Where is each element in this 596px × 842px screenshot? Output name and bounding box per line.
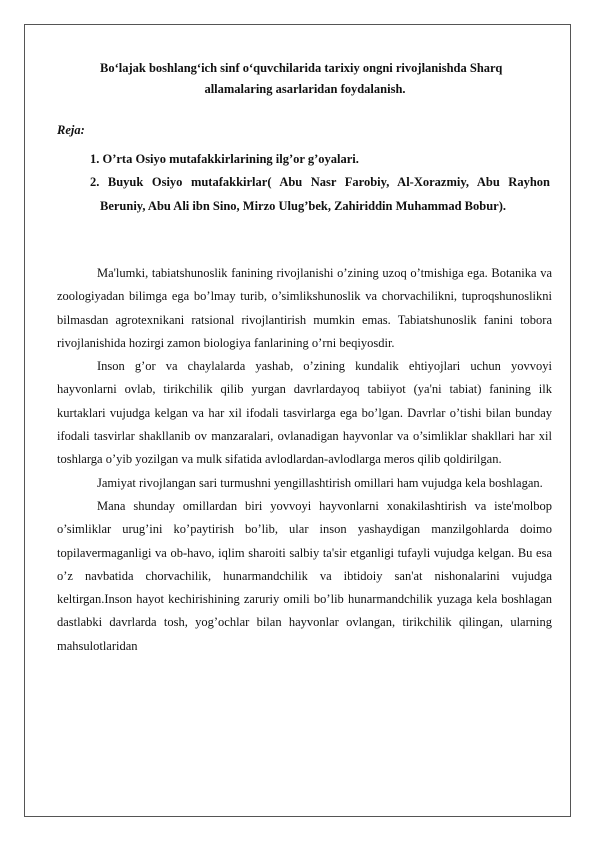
plan-item: 2. Buyuk Osiyo mutafakkirlar( Abu Nasr Farobiy, Al-Xorazmiy, Abu Rayhon Beruniy, Abu Ali ibn Sino, Mirzo Ulug’bek, Zahiriddin Muhammad Bobur). [90, 175, 550, 213]
document-body [57, 262, 552, 658]
plan-item: 1. O’rta Osiyo mutafakkirlarining ilg’or g’oyalari. [90, 152, 359, 166]
paragraph: Ma'lumki, tabiatshunoslik fanining rivojlanishi o’zining uzoq o’tmishiga ega. Botanika va zoologiyadan bilimga ega bo’lmay turib, o’simlikshunoslik va chorvachilikni, tuproqshunoslikni bilmasdan agrotexnikani ratsional rivojlantirish mumkin emas. Tabiatshunoslik fanini tobora rivojlanishida hozirgi zamon biologiya fanlarining o’rni beqiyosdir. [57, 266, 552, 350]
paragraph: Mana shunday omillardan biri yovvoyi hayvonlarni xonakilashtirish va iste'molbop o’simliklar urug’ini ko’paytirish bo’lib, ular inson yashaydigan manzilgohlarda doimo topilavermaganligi va ob-havo, iqlim sharoiti salbiy ta'sir etganligi tufayli vujudga kelgan. Bu esa o’z navbatida chorvachilik, hunarmandchilik va ibtidoiy san'at nishonalarini vujudga keltirgan.Inson hayot kechirishining zaruriy omili bo’lib hunarmandchilik yuzaga kela boshlagan dastlabki davrlarda tosh, yog’ochlar bilan hayvonlar ovlangan, tirikchilik qilingan, ularning mahsulotlaridan [57, 498, 552, 653]
title-line-1: Bo‘lajak boshlang‘ich sinf o‘quvchilarida tarixiy ongni rivojlanishda Sharq [100, 61, 503, 75]
document-title [60, 58, 550, 100]
plan-list [90, 148, 550, 218]
plan-heading: Reja: [57, 123, 85, 137]
title-line-2: allamalaring asarlaridan foydalanish. [204, 82, 406, 96]
paragraph: Inson g’or va chaylalarda yashab, o’zining kundalik ehtiyojlari uchun yovvoyi hayvonlarni ovlab, tirikchilik qilib yurgan davrlardayoq tabiiyot (ya'ni tabiat) fanining ilk kurtaklari vujudga kelgan va har xil ifodali tasvirlarga ega bo’lgan. Davrlar o’tishi bilan bunday ifodali tasvirlar shakllanib ov manzaralari, ovlanadigan hayvonlar va o’simliklar shakllari har xil toshlarga o’yib yozilgan va mulk sifatida avlodlardan-avlodlarga meros qilib qoldirilgan. [57, 359, 552, 467]
paragraph: Jamiyat rivojlangan sari turmushni yengillashtirish omillari ham vujudga kela boshlagan. [97, 475, 543, 490]
